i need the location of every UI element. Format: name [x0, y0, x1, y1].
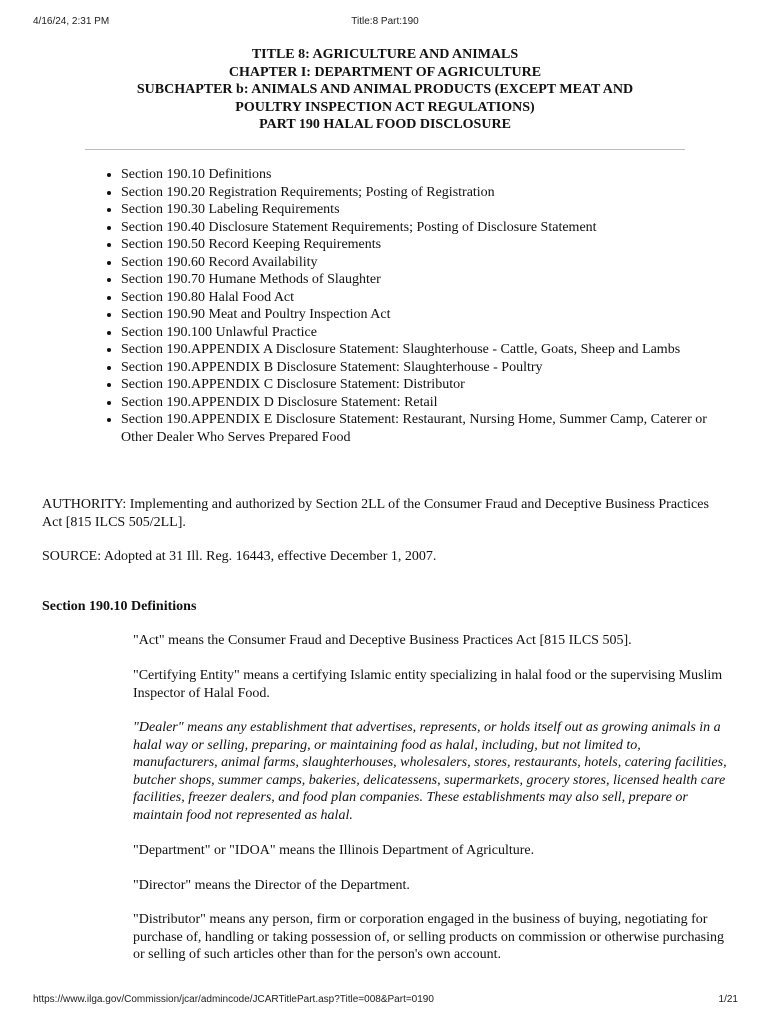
title-line: TITLE 8: AGRICULTURE AND ANIMALS	[251, 47, 519, 62]
chapter-line: CHAPTER I: DEPARTMENT OF AGRICULTURE	[228, 64, 542, 80]
section-link-appendix-b[interactable]: • Section 190.APPENDIX B Disclosure Statement: Slaughterhouse - Poultry	[121, 359, 711, 377]
section-link-190-100[interactable]: • Section 190.100 Unlawful Practice	[121, 324, 711, 342]
print-datetime: 4/16/24, 2:31 PM	[33, 16, 110, 27]
section-link-190-10[interactable]: • Section 190.10 Definitions	[121, 166, 711, 184]
print-doc-title: Title:8 Part:190	[351, 16, 419, 27]
section-link-appendix-e[interactable]: • Section 190.APPENDIX E Disclosure Statement: Restaurant, Nursing Home, Summer Camp, Caterer or Other Dealer Who Serves Prepared Food	[121, 411, 711, 446]
print-source-url: https://www.ilga.gov/Commission/jcar/admincode/JCARTitlePart.asp?Title=008&Part=0190	[33, 994, 434, 1005]
section-link-190-60[interactable]: • Section 190.60 Record Availability	[121, 254, 711, 272]
horizontal-divider	[85, 149, 685, 150]
definition-certifying-entity: "Certifying Entity" means a certifying Islamic entity specializing in halal food or the supervising Muslim Inspector of Halal Food.	[133, 668, 723, 701]
section-list	[103, 166, 711, 446]
page-number: 1/21	[718, 994, 738, 1005]
part-line: PART 190 HALAL FOOD DISCLOSURE	[259, 117, 511, 132]
subchapter-line-continued: POULTRY INSPECTION ACT REGULATIONS)	[235, 99, 535, 115]
section-link-190-40[interactable]: • Section 190.40 Disclosure Statement Requirements; Posting of Disclosure Statement	[121, 219, 711, 237]
document-title-block	[0, 46, 770, 134]
section-link-190-70[interactable]: • Section 190.70 Humane Methods of Slaughter	[121, 271, 711, 289]
definition-director: "Director" means the Director of the Department.	[133, 878, 410, 893]
section-heading: Section 190.10 Definitions	[42, 599, 197, 614]
section-link-190-50[interactable]: • Section 190.50 Record Keeping Requirements	[121, 236, 711, 254]
authority-paragraph: AUTHORITY: Implementing and authorized by Section 2LL of the Consumer Fraud and Deceptive Business Practices Act [815 ILCS 505/2LL].	[42, 497, 709, 530]
section-link-190-20[interactable]: • Section 190.20 Registration Requirements; Posting of Registration	[121, 184, 711, 202]
section-link-190-90[interactable]: • Section 190.90 Meat and Poultry Inspection Act	[121, 306, 711, 324]
definition-distributor: "Distributor" means any person, firm or corporation engaged in the business of buying, negotiating for purchase of, handling or taking possession of, or selling products on commission or otherwise purchasing or selling of such articles other than for the person's own account.	[133, 912, 725, 962]
section-link-appendix-a[interactable]: • Section 190.APPENDIX A Disclosure Statement: Slaughterhouse - Cattle, Goats, Sheep and Lambs	[121, 341, 711, 359]
subchapter-line: SUBCHAPTER b: ANIMALS AND ANIMAL PRODUCTS (EXCEPT MEAT AND	[136, 82, 634, 97]
section-link-190-80[interactable]: • Section 190.80 Halal Food Act	[121, 289, 711, 307]
section-link-appendix-c[interactable]: • Section 190.APPENDIX C Disclosure Statement: Distributor	[121, 376, 711, 394]
source-paragraph: SOURCE: Adopted at 31 Ill. Reg. 16443, effective December 1, 2007.	[42, 549, 437, 564]
definition-dealer: "Dealer" means any establishment that advertises, represents, or holds itself out as growing animals in a halal way or selling, preparing, or maintaining food as halal, including, but not limited to, manufacturers, animal farms, slaughterhouses, wholesalers, stores, restaurants, hotels, catering facilities, butcher shops, summer camps, bakeries, delicatessens, supermarkets, grocery stores, licensed health care facilities, freezer dealers, and food plan companies. These establishments may also sell, prepare or maintain food not represented as halal.	[133, 720, 727, 823]
section-link-appendix-d[interactable]: • Section 190.APPENDIX D Disclosure Statement: Retail	[121, 394, 711, 412]
section-link-190-30[interactable]: • Section 190.30 Labeling Requirements	[121, 201, 711, 219]
definition-act: "Act" means the Consumer Fraud and Deceptive Business Practices Act [815 ILCS 505].	[133, 633, 632, 648]
definition-department: "Department" or "IDOA" means the Illinois Department of Agriculture.	[133, 843, 535, 858]
